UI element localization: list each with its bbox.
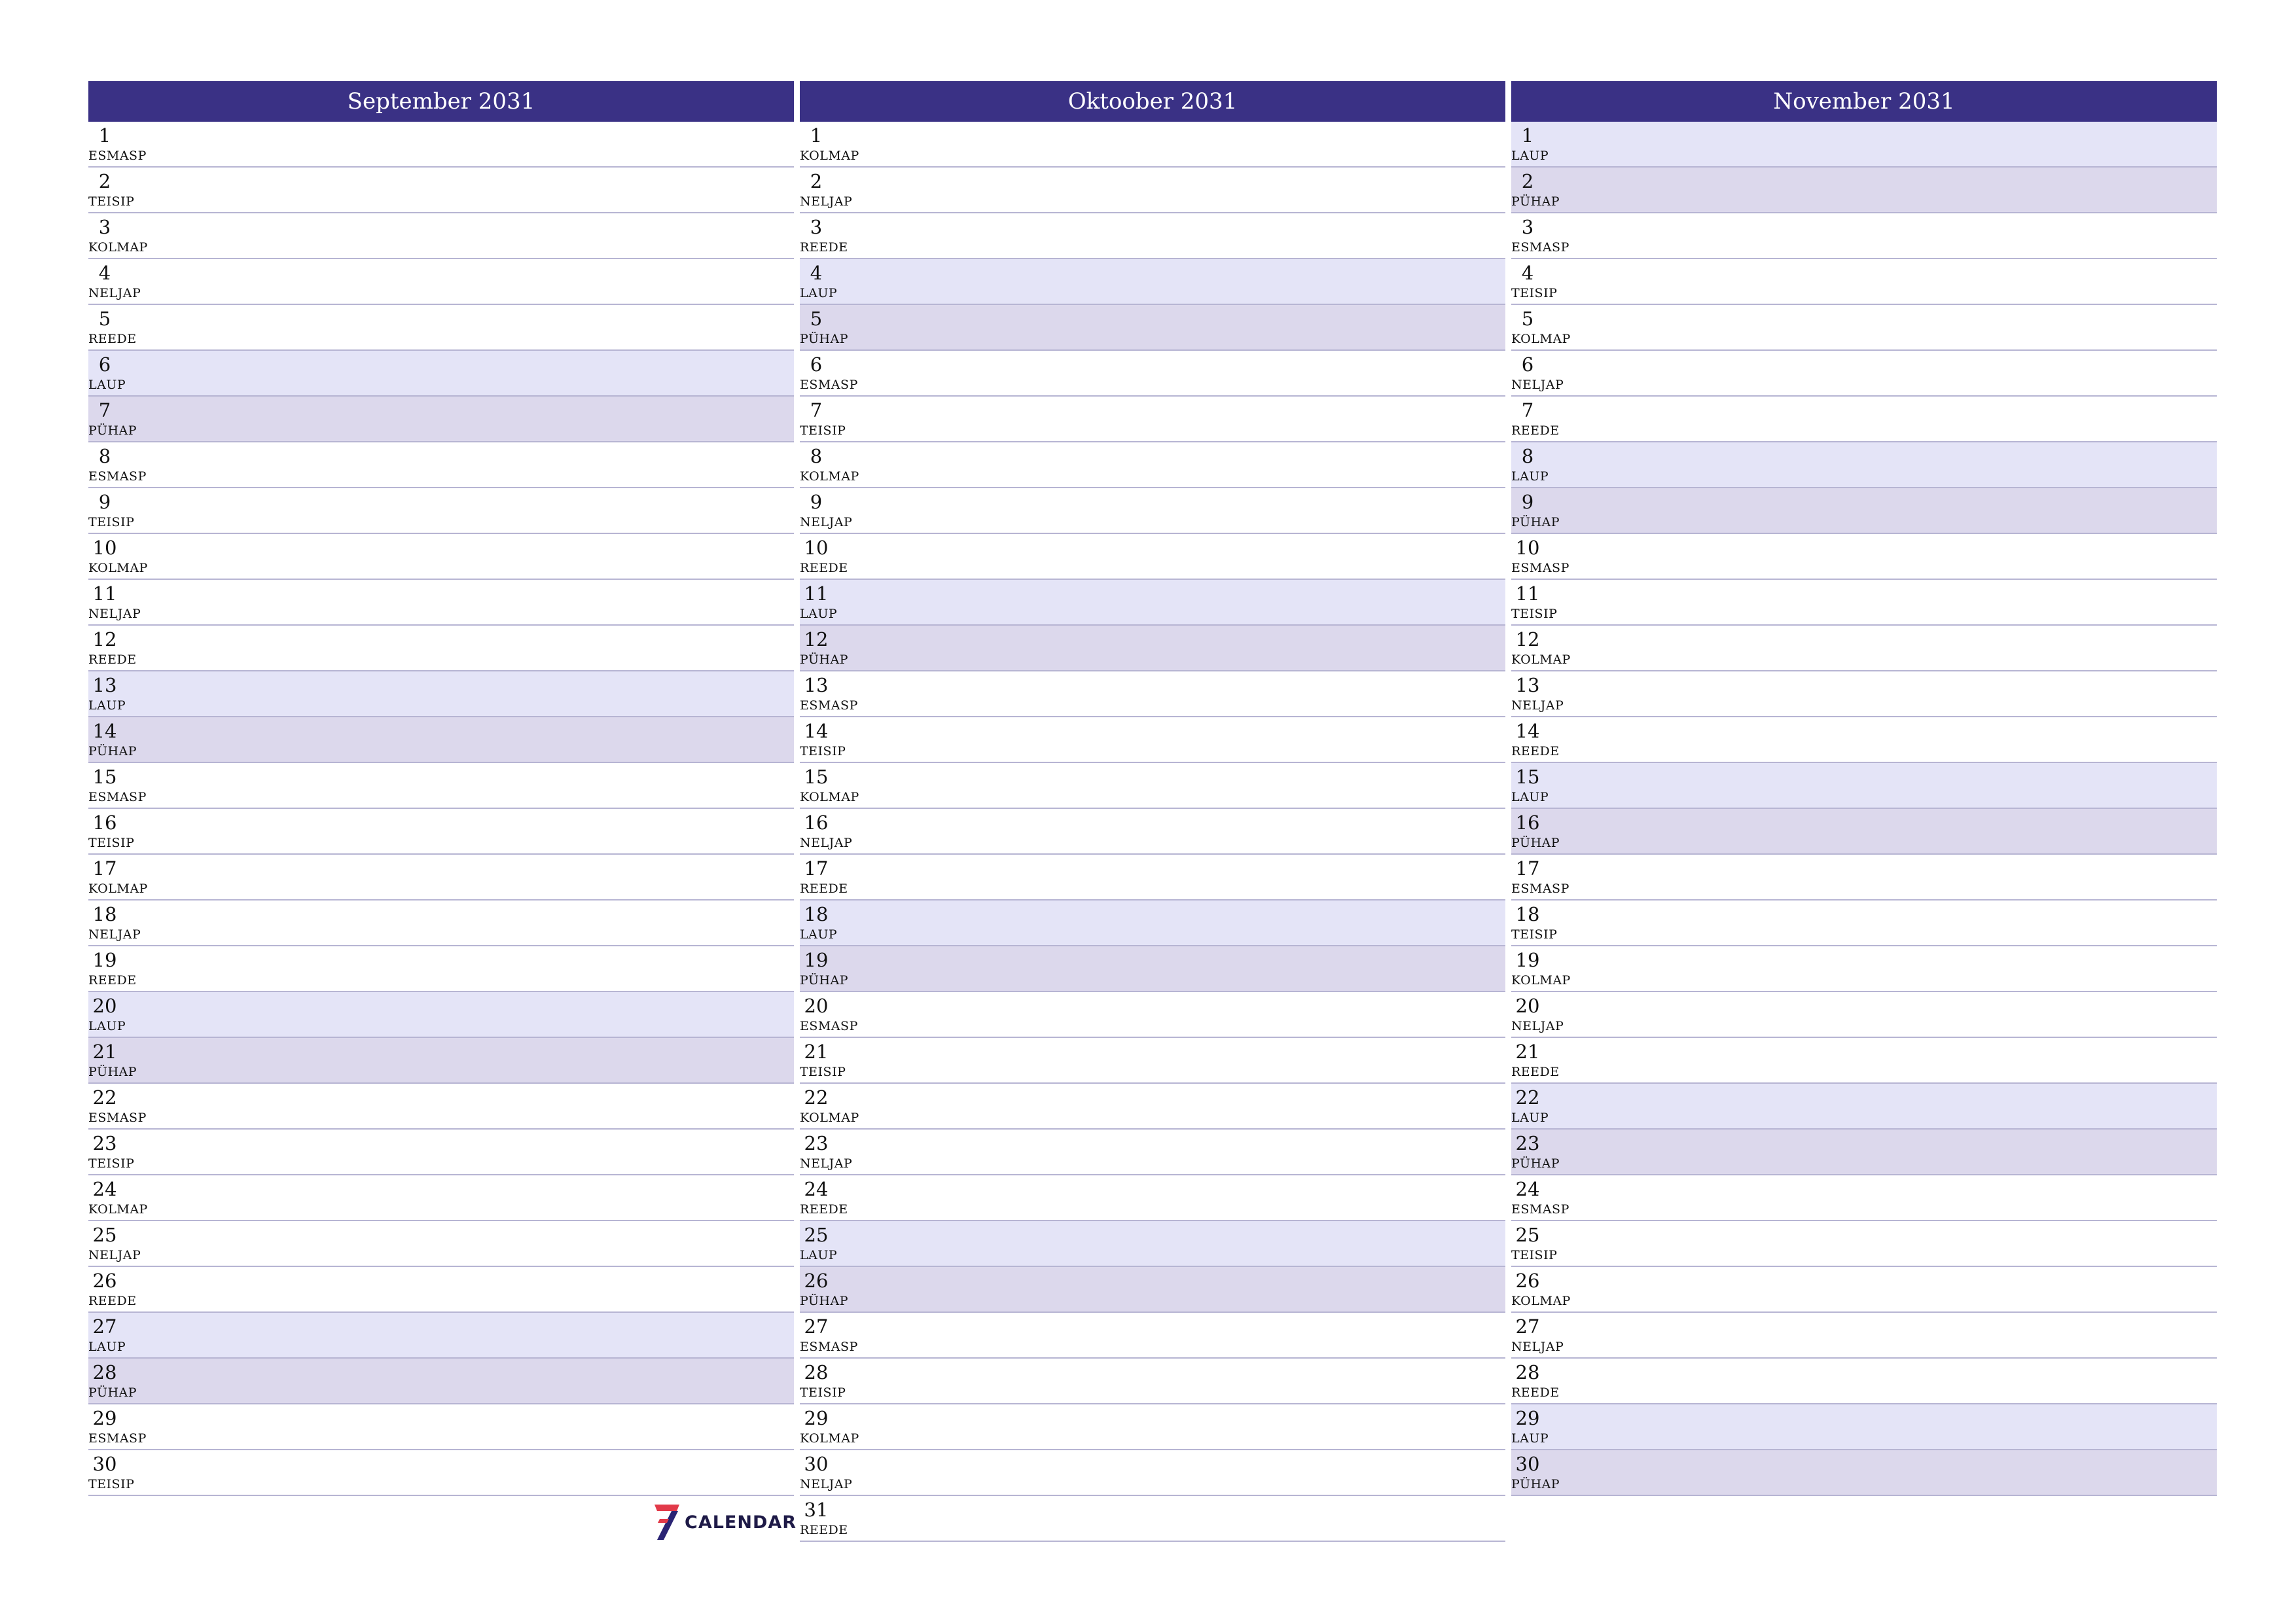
day-row [1511, 1084, 2217, 1130]
day-row [800, 122, 1505, 168]
day-row [1511, 488, 2217, 534]
day-row [800, 1404, 1505, 1450]
day-row [1511, 946, 2217, 992]
day-number: 18 [1515, 903, 1540, 925]
weekday-label: NELJAP [88, 607, 141, 621]
day-row [88, 213, 794, 259]
weekday-label: PÜHAP [1511, 515, 1560, 529]
day-number: 27 [804, 1315, 829, 1338]
day-number: 7 [810, 399, 823, 421]
weekday-label: LAUP [1511, 149, 1549, 163]
day-row [88, 1404, 794, 1450]
day-row [1511, 1450, 2217, 1496]
day-row [88, 1359, 794, 1404]
day-number: 15 [1515, 766, 1540, 788]
day-number: 21 [1515, 1041, 1540, 1063]
day-row [800, 534, 1505, 580]
weekday-label: TEISIP [1511, 607, 1558, 621]
day-number: 1 [98, 124, 111, 147]
seven-logo-icon [652, 1503, 681, 1541]
weekday-label: NELJAP [1511, 378, 1564, 392]
day-row [800, 168, 1505, 213]
weekday-label: KOLMAP [1511, 332, 1571, 346]
day-number: 10 [804, 537, 829, 559]
day-number: 28 [804, 1361, 829, 1383]
weekday-label: ESMASP [1511, 561, 1570, 575]
day-number: 3 [1521, 216, 1534, 238]
weekday-label: TEISIP [1511, 1248, 1558, 1262]
day-row [88, 122, 794, 168]
logo [652, 1503, 797, 1542]
day-number: 9 [1521, 491, 1534, 513]
day-row [800, 213, 1505, 259]
weekday-label: PÜHAP [800, 973, 849, 988]
day-number: 4 [1521, 262, 1534, 284]
weekday-label: KOLMAP [88, 882, 148, 896]
weekday-label: LAUP [800, 286, 838, 300]
weekday-label: PÜHAP [800, 332, 849, 346]
day-number: 27 [92, 1315, 117, 1338]
day-number: 29 [804, 1407, 829, 1429]
weekday-label: NELJAP [800, 1477, 853, 1491]
day-number: 15 [92, 766, 117, 788]
day-number: 21 [92, 1041, 117, 1063]
day-number: 26 [804, 1270, 829, 1292]
day-row [88, 1313, 794, 1359]
day-number: 30 [804, 1453, 829, 1475]
day-number: 19 [92, 949, 117, 971]
day-number: 25 [92, 1224, 117, 1246]
day-row [800, 1130, 1505, 1175]
day-number: 8 [810, 445, 823, 467]
weekday-label: REEDE [800, 1202, 848, 1217]
day-row [88, 305, 794, 351]
weekday-label: ESMASP [88, 149, 147, 163]
day-number: 25 [1515, 1224, 1540, 1246]
day-number: 16 [1515, 812, 1540, 834]
day-number: 5 [810, 308, 823, 330]
day-row [1511, 580, 2217, 626]
day-row [88, 901, 794, 946]
day-number: 24 [1515, 1178, 1540, 1200]
day-row [1511, 1130, 2217, 1175]
day-number: 7 [98, 399, 111, 421]
day-number: 7 [1521, 399, 1534, 421]
weekday-label: TEISIP [88, 515, 135, 529]
day-row [1511, 992, 2217, 1038]
weekday-label: KOLMAP [800, 149, 859, 163]
day-row [800, 1359, 1505, 1404]
weekday-label: LAUP [1511, 790, 1549, 804]
weekday-label: REEDE [800, 561, 848, 575]
weekday-label: TEISIP [88, 836, 135, 850]
weekday-label: NELJAP [88, 286, 141, 300]
day-number: 17 [1515, 857, 1540, 880]
day-number: 12 [92, 628, 117, 651]
month-column [88, 81, 794, 1496]
day-row [800, 1084, 1505, 1130]
weekday-label: KOLMAP [800, 1111, 859, 1125]
weekday-label: TEISIP [800, 744, 846, 758]
weekday-label: PÜHAP [88, 1385, 137, 1400]
day-number: 4 [810, 262, 823, 284]
day-row [1511, 763, 2217, 809]
day-number: 19 [804, 949, 829, 971]
day-number: 31 [804, 1499, 829, 1521]
day-number: 6 [810, 353, 823, 376]
day-row [800, 901, 1505, 946]
day-number: 18 [92, 903, 117, 925]
day-number: 11 [92, 582, 117, 605]
day-number: 13 [1515, 674, 1540, 696]
weekday-label: PÜHAP [1511, 836, 1560, 850]
day-row [800, 992, 1505, 1038]
day-row [1511, 305, 2217, 351]
day-number: 1 [1521, 124, 1534, 147]
month-header: Oktoober 2031 [800, 81, 1505, 122]
weekday-label: NELJAP [800, 194, 853, 209]
day-number: 11 [1515, 582, 1540, 605]
weekday-label: REEDE [1511, 1385, 1560, 1400]
day-number: 10 [1515, 537, 1540, 559]
weekday-label: ESMASP [88, 790, 147, 804]
day-number: 13 [804, 674, 829, 696]
day-row [1511, 626, 2217, 671]
day-row [800, 351, 1505, 397]
day-number: 6 [98, 353, 111, 376]
weekday-label: REEDE [1511, 744, 1560, 758]
day-number: 26 [92, 1270, 117, 1292]
day-row [88, 946, 794, 992]
logo-text: CALENDAR [685, 1512, 797, 1533]
weekday-label: PÜHAP [1511, 1477, 1560, 1491]
day-row [1511, 1404, 2217, 1450]
day-number: 14 [1515, 720, 1540, 742]
day-number: 19 [1515, 949, 1540, 971]
weekday-label: ESMASP [800, 378, 858, 392]
day-number: 4 [98, 262, 111, 284]
day-number: 26 [1515, 1270, 1540, 1292]
day-row [1511, 442, 2217, 488]
day-number: 15 [804, 766, 829, 788]
weekday-label: TEISIP [800, 1385, 846, 1400]
day-row [88, 1450, 794, 1496]
weekday-label: NELJAP [88, 1248, 141, 1262]
weekday-label: LAUP [88, 1019, 126, 1033]
day-number: 20 [804, 995, 829, 1017]
day-row [88, 855, 794, 901]
day-row [1511, 397, 2217, 442]
day-number: 28 [1515, 1361, 1540, 1383]
day-number: 11 [804, 582, 829, 605]
day-row [800, 1175, 1505, 1221]
weekday-label: REEDE [1511, 423, 1560, 438]
day-row [88, 168, 794, 213]
weekday-label: ESMASP [88, 469, 147, 484]
weekday-label: PÜHAP [88, 744, 137, 758]
day-row [88, 717, 794, 763]
weekday-label: ESMASP [800, 1340, 858, 1354]
weekday-label: REEDE [1511, 1065, 1560, 1079]
weekday-label: LAUP [88, 1340, 126, 1354]
day-number: 23 [1515, 1132, 1540, 1154]
day-number: 14 [804, 720, 829, 742]
day-row [1511, 351, 2217, 397]
day-row [1511, 534, 2217, 580]
day-row [800, 946, 1505, 992]
day-number: 5 [1521, 308, 1534, 330]
day-row [88, 1221, 794, 1267]
day-number: 12 [804, 628, 829, 651]
day-row [88, 397, 794, 442]
day-row [88, 1267, 794, 1313]
weekday-label: NELJAP [800, 515, 853, 529]
weekday-label: KOLMAP [1511, 652, 1571, 667]
day-row [88, 1175, 794, 1221]
day-number: 30 [92, 1453, 117, 1475]
day-number: 1 [810, 124, 823, 147]
weekday-label: NELJAP [800, 1156, 853, 1171]
weekday-label: NELJAP [1511, 1340, 1564, 1354]
day-row [88, 809, 794, 855]
day-number: 22 [1515, 1086, 1540, 1109]
day-number: 23 [92, 1132, 117, 1154]
day-number: 24 [804, 1178, 829, 1200]
day-number: 18 [804, 903, 829, 925]
weekday-label: REEDE [88, 973, 137, 988]
day-number: 9 [810, 491, 823, 513]
weekday-label: REEDE [88, 652, 137, 667]
weekday-label: KOLMAP [88, 561, 148, 575]
day-row [88, 534, 794, 580]
day-row [800, 305, 1505, 351]
day-number: 20 [1515, 995, 1540, 1017]
day-number: 25 [804, 1224, 829, 1246]
day-number: 8 [98, 445, 111, 467]
day-number: 20 [92, 995, 117, 1017]
weekday-label: LAUP [800, 927, 838, 942]
weekday-label: PÜHAP [1511, 194, 1560, 209]
weekday-label: ESMASP [800, 1019, 858, 1033]
weekday-label: NELJAP [1511, 698, 1564, 713]
weekday-label: LAUP [800, 1248, 838, 1262]
day-row [88, 1038, 794, 1084]
day-number: 3 [98, 216, 111, 238]
day-row [88, 488, 794, 534]
weekday-label: NELJAP [1511, 1019, 1564, 1033]
day-row [1511, 1038, 2217, 1084]
weekday-label: REEDE [88, 332, 137, 346]
day-row [800, 1038, 1505, 1084]
day-number: 16 [804, 812, 829, 834]
day-number: 30 [1515, 1453, 1540, 1475]
weekday-label: KOLMAP [800, 469, 859, 484]
day-number: 3 [810, 216, 823, 238]
day-number: 10 [92, 537, 117, 559]
day-number: 24 [92, 1178, 117, 1200]
day-row [1511, 259, 2217, 305]
weekday-label: LAUP [1511, 469, 1549, 484]
weekday-label: ESMASP [1511, 240, 1570, 255]
weekday-label: PÜHAP [800, 652, 849, 667]
day-row [1511, 1267, 2217, 1313]
day-number: 9 [98, 491, 111, 513]
weekday-label: REEDE [800, 1523, 848, 1537]
day-number: 13 [92, 674, 117, 696]
month-column [1511, 81, 2217, 1496]
day-number: 22 [92, 1086, 117, 1109]
day-number: 2 [810, 170, 823, 192]
day-row [800, 671, 1505, 717]
day-row [1511, 168, 2217, 213]
day-number: 27 [1515, 1315, 1540, 1338]
day-row [88, 763, 794, 809]
weekday-label: TEISIP [88, 1156, 135, 1171]
weekday-label: LAUP [1511, 1111, 1549, 1125]
weekday-label: REEDE [88, 1294, 137, 1308]
day-number: 12 [1515, 628, 1540, 651]
weekday-label: PÜHAP [88, 423, 137, 438]
day-number: 23 [804, 1132, 829, 1154]
day-row [800, 1496, 1505, 1542]
weekday-label: ESMASP [1511, 882, 1570, 896]
weekday-label: KOLMAP [800, 1431, 859, 1446]
day-number: 14 [92, 720, 117, 742]
day-row [1511, 855, 2217, 901]
day-row [88, 671, 794, 717]
weekday-label: LAUP [1511, 1431, 1549, 1446]
weekday-label: PÜHAP [800, 1294, 849, 1308]
day-number: 29 [92, 1407, 117, 1429]
day-row [1511, 809, 2217, 855]
weekday-label: ESMASP [800, 698, 858, 713]
day-number: 8 [1521, 445, 1534, 467]
weekday-label: KOLMAP [88, 240, 148, 255]
day-row [800, 626, 1505, 671]
day-row [800, 1450, 1505, 1496]
day-row [1511, 213, 2217, 259]
weekday-label: KOLMAP [1511, 1294, 1571, 1308]
day-row [800, 259, 1505, 305]
weekday-label: PÜHAP [88, 1065, 137, 1079]
day-number: 16 [92, 812, 117, 834]
weekday-label: TEISIP [1511, 286, 1558, 300]
day-row [1511, 671, 2217, 717]
day-row [1511, 122, 2217, 168]
day-row [800, 580, 1505, 626]
weekday-label: ESMASP [88, 1431, 147, 1446]
weekday-label: REEDE [800, 882, 848, 896]
weekday-label: TEISIP [800, 423, 846, 438]
day-row [1511, 1175, 2217, 1221]
month-header: September 2031 [88, 81, 794, 122]
day-number: 21 [804, 1041, 829, 1063]
weekday-label: KOLMAP [800, 790, 859, 804]
weekday-label: PÜHAP [1511, 1156, 1560, 1171]
day-row [800, 809, 1505, 855]
day-number: 17 [92, 857, 117, 880]
day-number: 29 [1515, 1407, 1540, 1429]
weekday-label: ESMASP [88, 1111, 147, 1125]
day-row [1511, 717, 2217, 763]
day-row [88, 259, 794, 305]
day-number: 22 [804, 1086, 829, 1109]
weekday-label: TEISIP [800, 1065, 846, 1079]
weekday-label: NELJAP [800, 836, 853, 850]
day-row [800, 488, 1505, 534]
day-row [1511, 1359, 2217, 1404]
day-row [800, 763, 1505, 809]
weekday-label: REEDE [800, 240, 848, 255]
day-number: 17 [804, 857, 829, 880]
weekday-label: TEISIP [1511, 927, 1558, 942]
day-number: 2 [1521, 170, 1534, 192]
day-row [88, 626, 794, 671]
day-row [1511, 901, 2217, 946]
day-row [1511, 1313, 2217, 1359]
day-row [88, 992, 794, 1038]
day-number: 6 [1521, 353, 1534, 376]
day-row [800, 855, 1505, 901]
month-header: November 2031 [1511, 81, 2217, 122]
day-row [800, 397, 1505, 442]
day-number: 5 [98, 308, 111, 330]
weekday-label: KOLMAP [88, 1202, 148, 1217]
day-row [88, 442, 794, 488]
day-row [800, 1221, 1505, 1267]
day-row [800, 1267, 1505, 1313]
day-row [88, 580, 794, 626]
day-row [88, 351, 794, 397]
day-row [800, 1313, 1505, 1359]
day-row [88, 1130, 794, 1175]
day-number: 2 [98, 170, 111, 192]
day-row [800, 442, 1505, 488]
weekday-label: LAUP [800, 607, 838, 621]
weekday-label: TEISIP [88, 1477, 135, 1491]
day-number: 28 [92, 1361, 117, 1383]
weekday-label: LAUP [88, 698, 126, 713]
weekday-label: TEISIP [88, 194, 135, 209]
weekday-label: KOLMAP [1511, 973, 1571, 988]
weekday-label: ESMASP [1511, 1202, 1570, 1217]
weekday-label: LAUP [88, 378, 126, 392]
day-row [800, 717, 1505, 763]
month-column [800, 81, 1505, 1542]
weekday-label: NELJAP [88, 927, 141, 942]
day-row [88, 1084, 794, 1130]
day-row [1511, 1221, 2217, 1267]
